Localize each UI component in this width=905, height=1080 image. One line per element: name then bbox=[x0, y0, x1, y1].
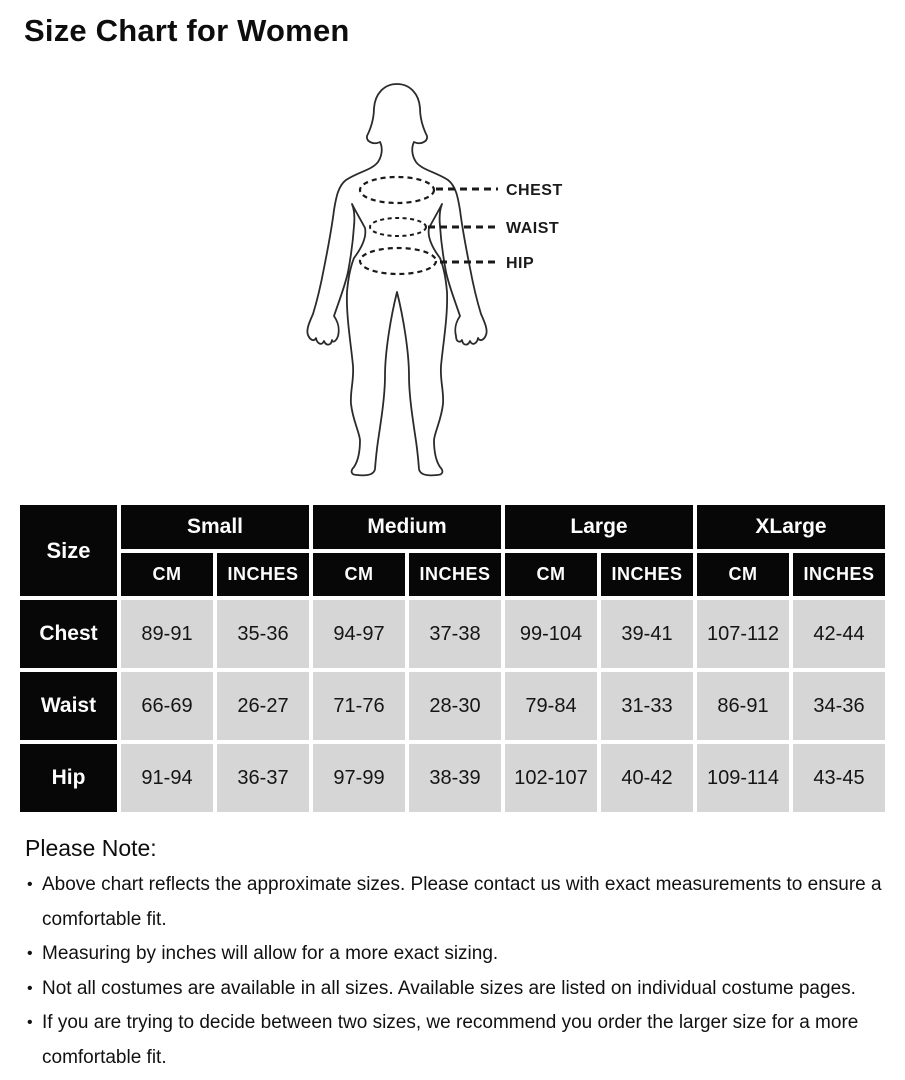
hip-small-inches: 36-37 bbox=[215, 742, 311, 814]
hip-xlarge-inches: 43-45 bbox=[791, 742, 887, 814]
waist-xlarge-inches: 34-36 bbox=[791, 670, 887, 742]
waist-medium-inches: 28-30 bbox=[407, 670, 503, 742]
row-label-chest: Chest bbox=[18, 598, 119, 670]
table-header-row-groups bbox=[18, 503, 887, 551]
unit-header-cm: CM bbox=[503, 551, 599, 598]
unit-header-cm: CM bbox=[695, 551, 791, 598]
unit-header-inches: INCHES bbox=[599, 551, 695, 598]
chest-xlarge-cm: 107-112 bbox=[695, 598, 791, 670]
note-item: • Not all costumes are available in all sizes. Available sizes are listed on individual costume pages. bbox=[25, 972, 883, 1007]
group-header-large: Large bbox=[503, 503, 695, 551]
waist-large-cm: 79-84 bbox=[503, 670, 599, 742]
chest-medium-cm: 94-97 bbox=[311, 598, 407, 670]
chest-label: CHEST bbox=[506, 182, 563, 199]
size-chart-table bbox=[18, 503, 887, 814]
unit-header-cm: CM bbox=[119, 551, 215, 598]
note-item: • If you are trying to decide between two sizes, we recommend you order the larger size for a more comfortable fit. bbox=[25, 1006, 883, 1075]
notes-heading: Please Note: bbox=[25, 835, 157, 861]
chest-small-inches: 35-36 bbox=[215, 598, 311, 670]
waist-small-inches: 26-27 bbox=[215, 670, 311, 742]
row-label-hip: Hip bbox=[18, 742, 119, 814]
hip-large-inches: 40-42 bbox=[599, 742, 695, 814]
body-outline bbox=[307, 84, 486, 475]
note-item: • Measuring by inches will allow for a more exact sizing. bbox=[25, 937, 883, 972]
unit-header-cm: CM bbox=[311, 551, 407, 598]
hip-medium-inches: 38-39 bbox=[407, 742, 503, 814]
unit-header-inches: INCHES bbox=[407, 551, 503, 598]
hip-label: HIP bbox=[506, 255, 535, 272]
table-row-waist bbox=[18, 670, 887, 742]
page-title: Size Chart for Women bbox=[24, 13, 350, 48]
unit-header-inches: INCHES bbox=[791, 551, 887, 598]
table-header-row-units bbox=[18, 551, 887, 598]
hip-small-cm: 91-94 bbox=[119, 742, 215, 814]
table-row-hip bbox=[18, 742, 887, 814]
group-header-medium: Medium bbox=[311, 503, 503, 551]
chest-small-cm: 89-91 bbox=[119, 598, 215, 670]
chest-xlarge-inches: 42-44 bbox=[791, 598, 887, 670]
group-header-small: Small bbox=[119, 503, 311, 551]
waist-label: WAIST bbox=[506, 220, 560, 237]
chest-medium-inches: 37-38 bbox=[407, 598, 503, 670]
group-header-xlarge: XLarge bbox=[695, 503, 887, 551]
waist-xlarge-cm: 86-91 bbox=[695, 670, 791, 742]
waist-medium-cm: 71-76 bbox=[311, 670, 407, 742]
chest-large-inches: 39-41 bbox=[599, 598, 695, 670]
chest-large-cm: 99-104 bbox=[503, 598, 599, 670]
notes-list bbox=[25, 868, 883, 1075]
hip-xlarge-cm: 109-114 bbox=[695, 742, 791, 814]
row-label-waist: Waist bbox=[18, 670, 119, 742]
notes-section bbox=[25, 833, 883, 1075]
note-item: • Above chart reflects the approximate sizes. Please contact us with exact measurements to ensure a comfortable fit. bbox=[25, 868, 883, 937]
waist-large-inches: 31-33 bbox=[599, 670, 695, 742]
body-measurement-diagram bbox=[250, 76, 580, 496]
hip-medium-cm: 97-99 bbox=[311, 742, 407, 814]
hip-large-cm: 102-107 bbox=[503, 742, 599, 814]
table-row-chest bbox=[18, 598, 887, 670]
unit-header-inches: INCHES bbox=[215, 551, 311, 598]
waist-small-cm: 66-69 bbox=[119, 670, 215, 742]
size-corner-header: Size bbox=[18, 503, 119, 598]
